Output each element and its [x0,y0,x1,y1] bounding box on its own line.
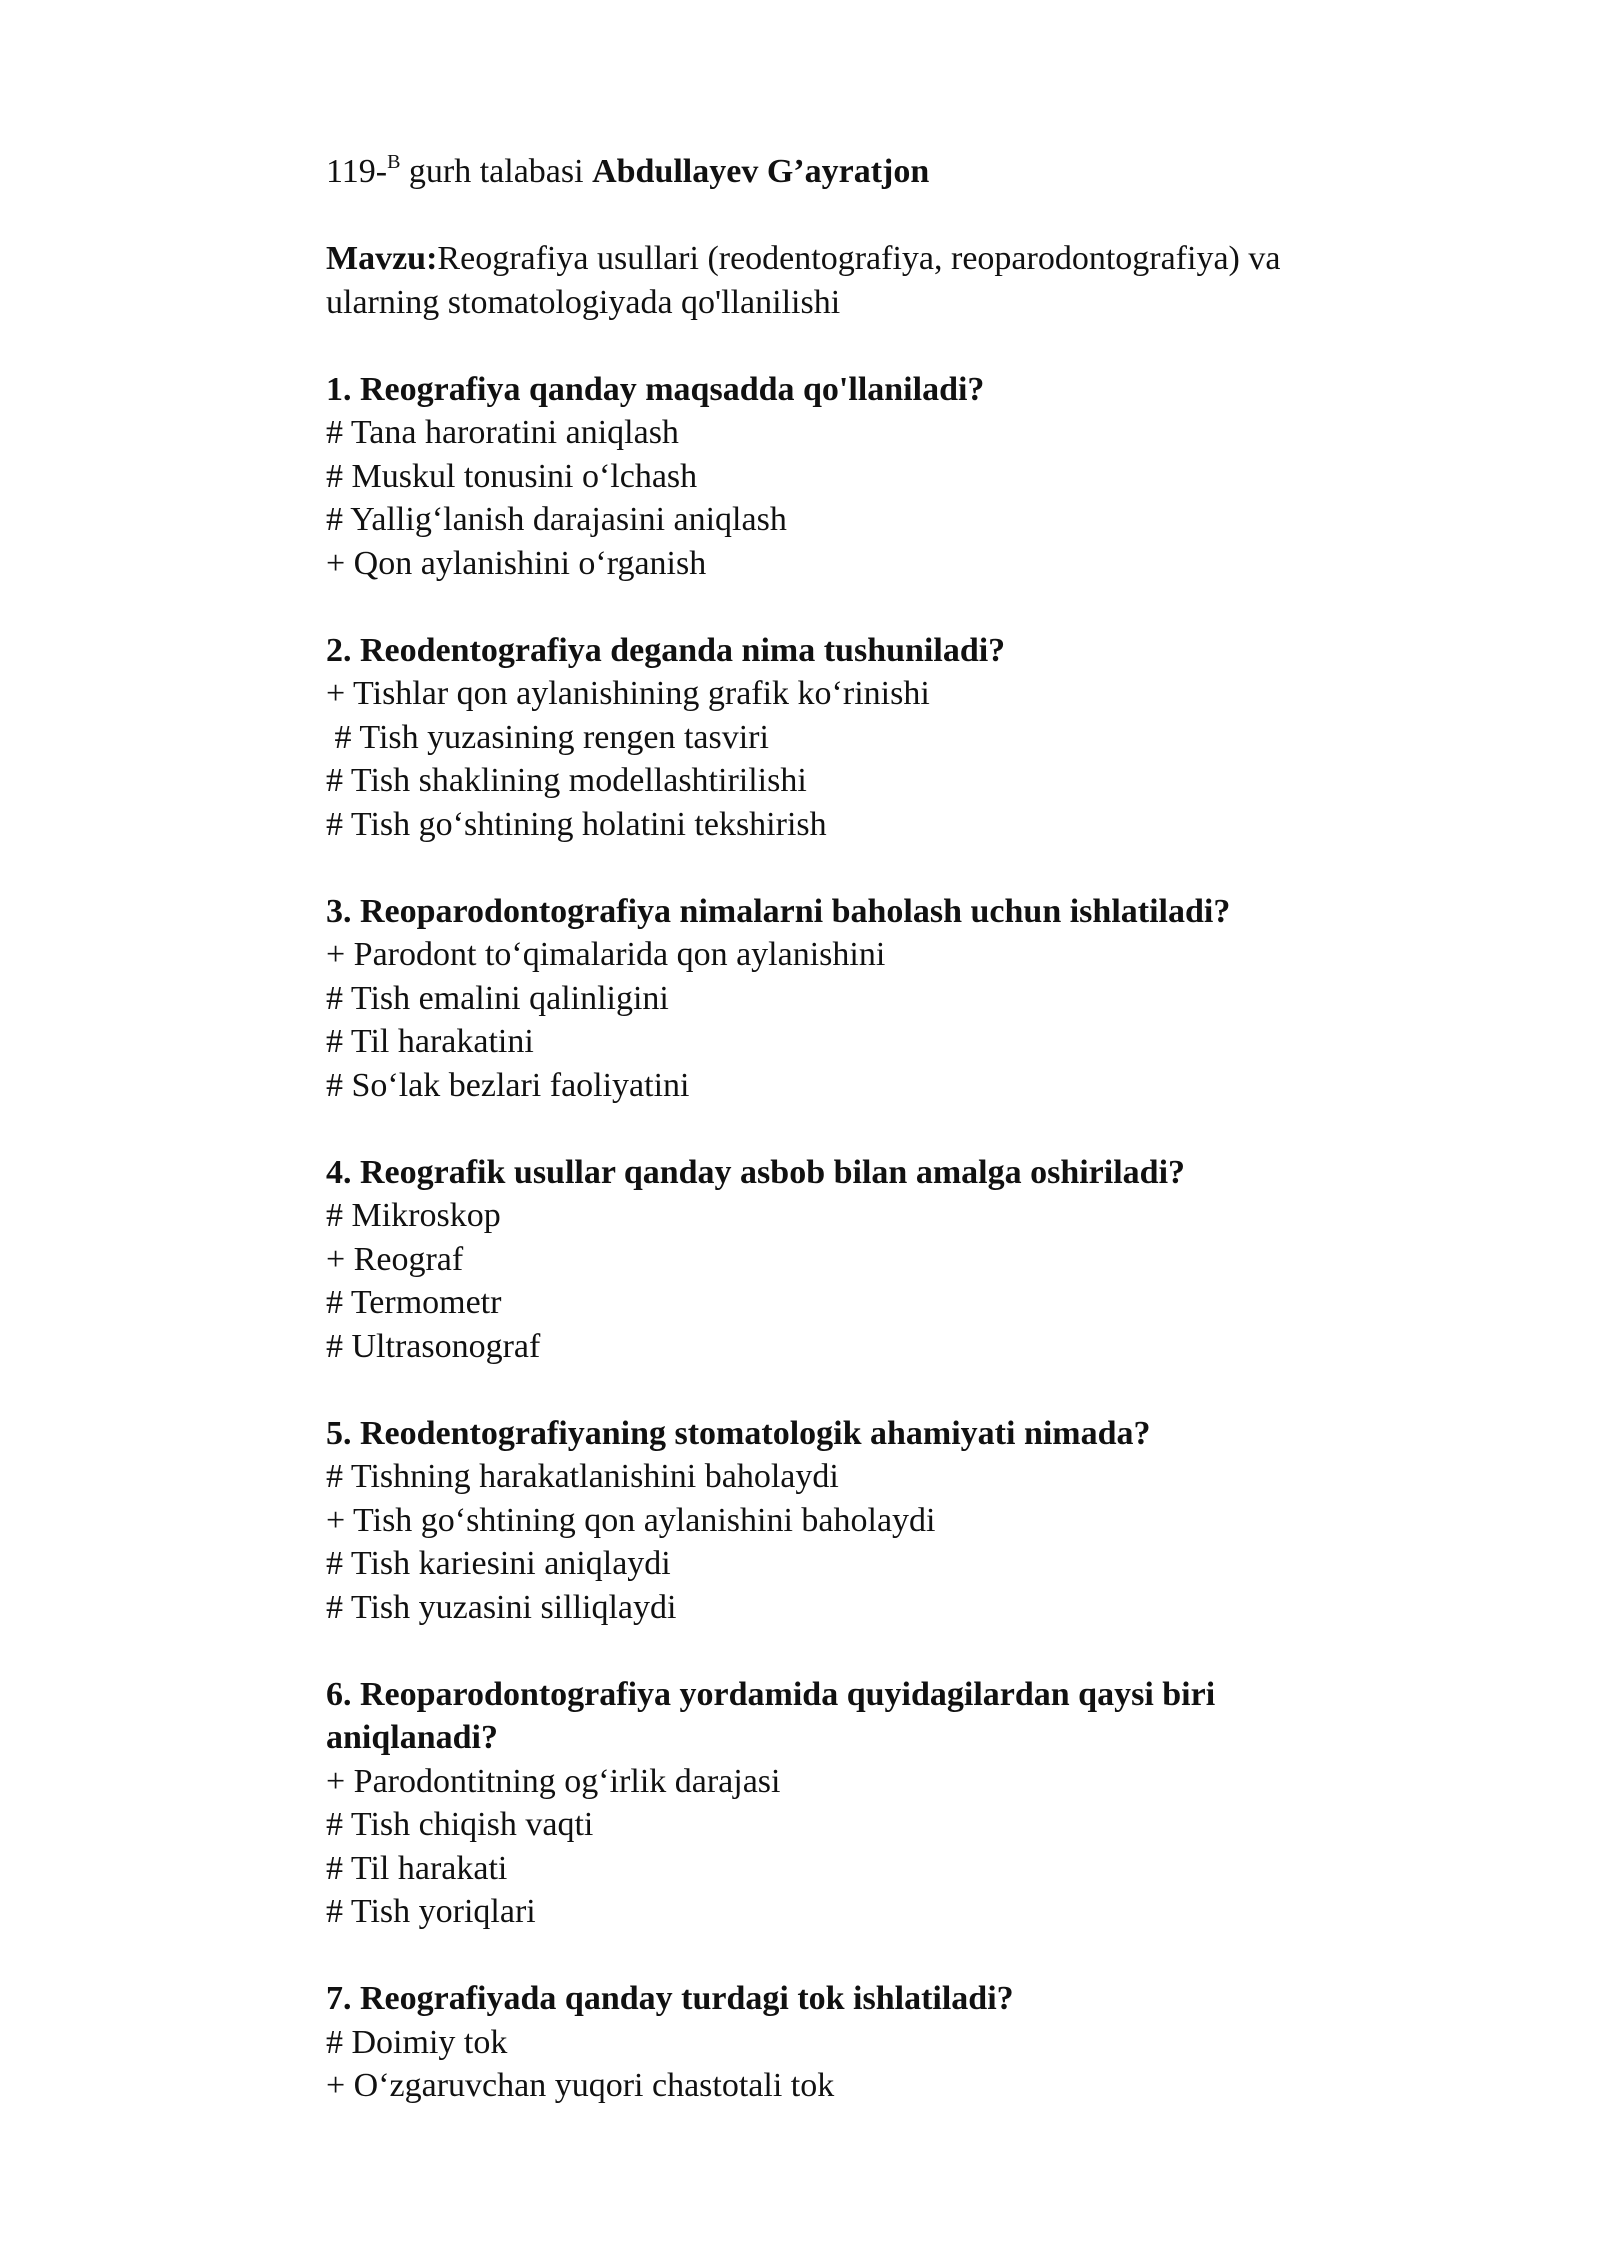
answer-option: # Yallig‘lanish darajasini aniqlash [326,501,787,538]
answer-option: # Tishning harakatlanishini baholaydi [326,1458,839,1495]
answer-option: # Ultrasonograf [326,1327,541,1365]
topic-paragraph [326,237,1380,324]
answer-option: + Tishlar qon aylanishining grafik ko‘rinishi [326,675,930,712]
student-header [326,150,1380,194]
group-text: gurh talabasi [400,153,593,190]
question-title: 6. Reoparodontografiya yordamida quyidagilardan qaysi biri aniqlanadi? [326,1675,1216,1756]
answer-option: # Tish emalini qalinligini [326,979,669,1017]
question-block [326,890,1380,1108]
answer-option: + O‘zgaruvchan yuqori chastotali tok [326,2067,835,2104]
group-superscript: B [387,151,401,173]
question-block [326,629,1380,847]
answer-option: # Tish yoriqlari [326,1893,536,1930]
question-title: 2. Reodentografiya deganda nima tushuniladi? [326,631,1006,669]
student-name: Abdullayev G’ayratjon [592,153,930,190]
question-title: 5. Reodentografiyaning stomatologik ahamiyati nimada? [326,1414,1151,1452]
question-title: 7. Reografiyada qanday turdagi tok ishlatiladi? [326,1980,1014,2017]
answer-option: # Tish yuzasini silliqlaydi [326,1588,677,1626]
answer-option: # Tana haroratini aniqlash [326,414,679,451]
question-block [326,1977,1380,2108]
answer-option: # Tish kariesini aniqlaydi [326,1545,671,1582]
answer-option: + Reograf [326,1240,464,1278]
answer-option: # Doimiy tok [326,2023,508,2061]
answer-option: + Parodont to‘qimalarida qon aylanishini [326,936,886,973]
answer-option: # Termometr [326,1284,502,1321]
answer-option: # Tish shaklining modellashtirilishi [326,762,807,799]
answer-option: + Qon aylanishini o‘rganish [326,544,707,582]
answer-option: + Tish go‘shtining qon aylanishini baholaydi [326,1501,936,1539]
answer-option: # Til harakati [326,1849,508,1887]
question-block [326,1151,1380,1369]
question-title: 3. Reoparodontografiya nimalarni baholash uchun ishlatiladi? [326,892,1231,930]
question-title: 1. Reografiya qanday maqsadda qo'llaniladi? [326,370,985,408]
question-block [326,1412,1380,1630]
answer-option: # Tish go‘shtining holatini tekshirish [326,805,827,843]
answer-option: # So‘lak bezlari faoliyatini [326,1066,690,1104]
answer-option: # Muskul tonusini o‘lchash [326,457,698,495]
topic-label: Mavzu: [326,240,438,277]
question-block [326,368,1380,586]
answer-option: + Parodontitning og‘irlik darajasi [326,1762,781,1800]
question-title: 4. Reografik usullar qanday asbob bilan amalga oshiriladi? [326,1153,1186,1191]
question-block [326,1673,1380,1934]
answer-option: # Mikroskop [326,1197,501,1234]
answer-option: # Til harakatini [326,1023,534,1060]
topic-text: Reografiya usullari (reodentografiya, reoparodontografiya) va ularning stomatologiyada qo'llanilishi [326,240,1281,321]
group-number: 119- [326,153,388,190]
answer-option: # Tish yuzasining rengen tasviri [326,718,769,756]
answer-option: # Tish chiqish vaqti [326,1806,594,1843]
